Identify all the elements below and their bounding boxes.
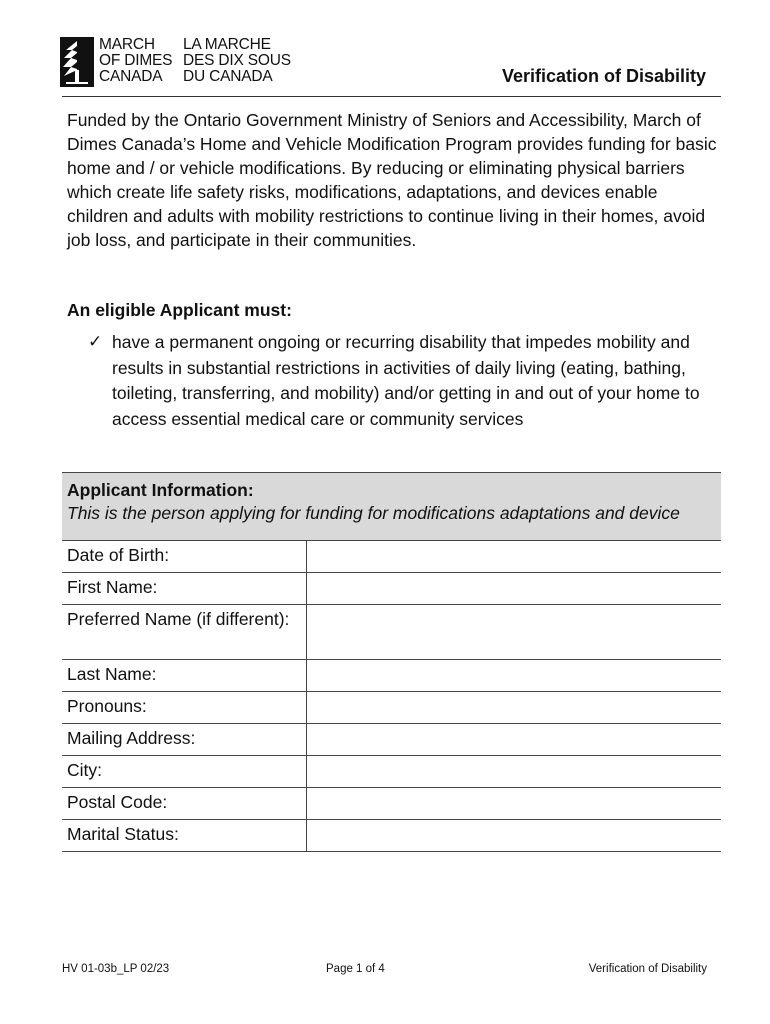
- eligibility-heading: An eligible Applicant must:: [67, 300, 292, 320]
- logo: [60, 37, 291, 87]
- document-title: Verification of Disability: [501, 66, 706, 86]
- marital-status-field[interactable]: [307, 820, 722, 852]
- applicant-section-header-row: [62, 473, 721, 541]
- applicant-section-subtitle: This is the person applying for funding for modifications adaptations and device: [67, 503, 680, 523]
- table-row: [62, 605, 721, 660]
- eligibility-criteria-list: [88, 330, 728, 432]
- logo-french-line: LA MARCHE: [183, 36, 271, 53]
- table-row: [62, 692, 721, 724]
- mailing-address-label: Mailing Address:: [62, 724, 307, 756]
- applicant-information-table: [62, 472, 721, 852]
- first-name-field[interactable]: [307, 573, 722, 605]
- checkmark-icon: ✓: [88, 332, 103, 352]
- page-number: Page 1 of 4: [326, 963, 385, 975]
- table-row: [62, 573, 721, 605]
- table-row: [62, 788, 721, 820]
- applicant-section-header: [62, 473, 721, 541]
- mailing-address-field[interactable]: [307, 724, 722, 756]
- postal-code-label: Postal Code:: [62, 788, 307, 820]
- logo-english-name: [99, 37, 183, 85]
- last-name-field[interactable]: [307, 660, 722, 692]
- date-of-birth-label: Date of Birth:: [62, 541, 307, 573]
- postal-code-field[interactable]: [307, 788, 722, 820]
- logo-french-name: [183, 37, 291, 85]
- eligibility-criterion: [88, 330, 728, 432]
- city-field[interactable]: [307, 756, 722, 788]
- header-divider: [62, 96, 721, 97]
- march-of-dimes-leaf-logo-icon: [60, 37, 94, 87]
- table-row: [62, 756, 721, 788]
- logo-french-line: DES DIX SOUS: [183, 52, 291, 69]
- marital-status-label: Marital Status:: [62, 820, 307, 852]
- pronouns-field[interactable]: [307, 692, 722, 724]
- logo-french-line: DU CANADA: [183, 68, 273, 85]
- form-code: HV 01-03b_LP 02/23: [62, 963, 170, 975]
- logo-english-line: MARCH: [99, 36, 155, 53]
- city-label: City:: [62, 756, 307, 788]
- page-footer: [62, 963, 707, 979]
- first-name-label: First Name:: [62, 573, 307, 605]
- eligibility-criterion-text: have a permanent ongoing or recurring disability that impedes mobility and results in substantial restrictions in activities of daily living (eating, bathing, toileting, transferring, and mobility) and/or getting in and out of your home to access essential medical care or community services: [112, 332, 700, 429]
- last-name-label: Last Name:: [62, 660, 307, 692]
- table-row: [62, 541, 721, 573]
- pronouns-label: Pronouns:: [62, 692, 307, 724]
- preferred-name-label: Preferred Name (if different):: [62, 605, 307, 660]
- logo-english-line: OF DIMES: [99, 52, 173, 69]
- intro-paragraph: Funded by the Ontario Government Ministry of Seniors and Accessibility, March of Dimes Canada’s Home and Vehicle Modification Program provides funding for basic home and / or vehicle modifications. By reducing or eliminating physical barriers which create life safety risks, modifications, adaptations, and devices enable children and adults with mobility restrictions to continue living in their homes, avoid job loss, and participate in their communities.: [67, 110, 717, 250]
- applicant-section-title: Applicant Information:: [67, 480, 254, 500]
- preferred-name-field[interactable]: [307, 605, 722, 660]
- footer-document-title: Verification of Disability: [588, 963, 707, 975]
- table-row: [62, 724, 721, 756]
- table-row: [62, 820, 721, 852]
- date-of-birth-field[interactable]: [307, 541, 722, 573]
- logo-english-line: CANADA: [99, 68, 163, 85]
- table-row: [62, 660, 721, 692]
